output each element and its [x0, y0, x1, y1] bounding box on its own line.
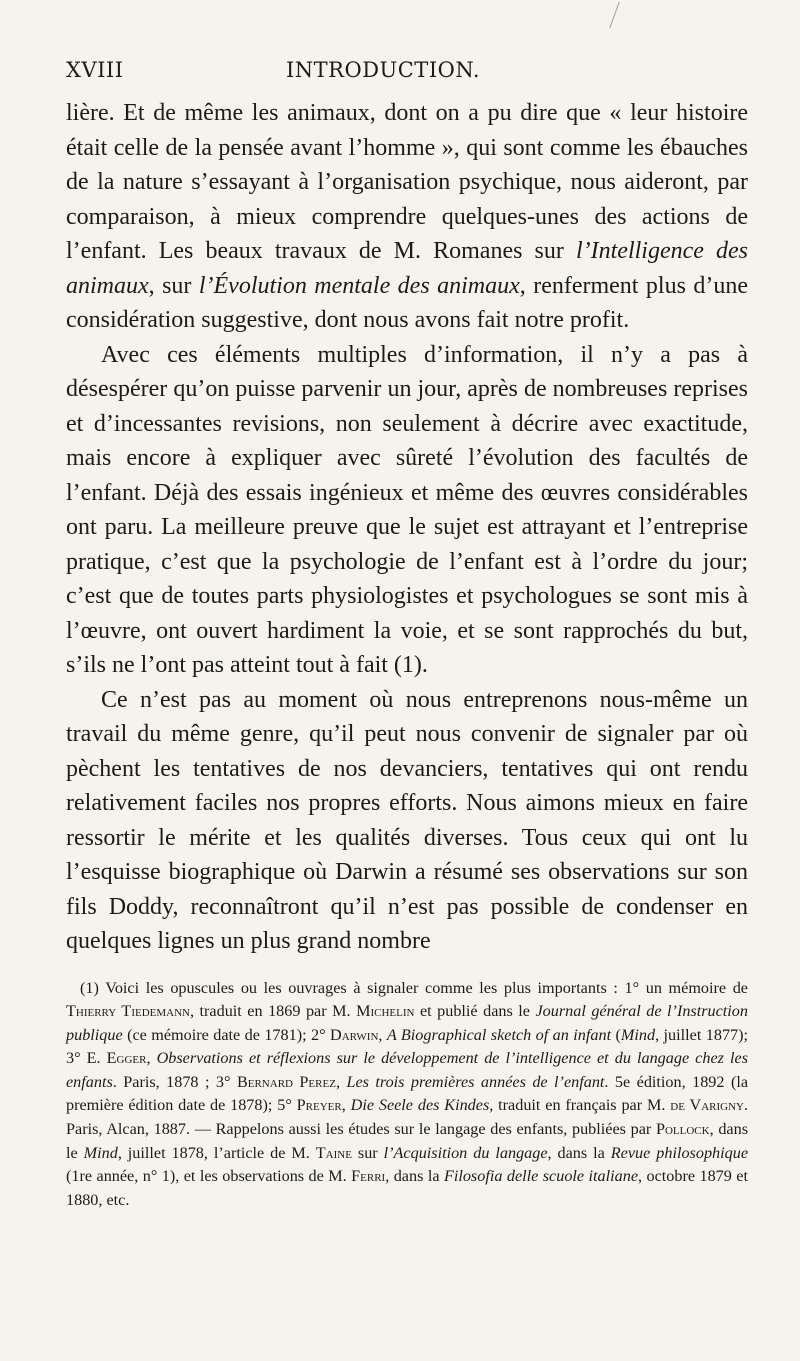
title-journal-general: Journal général de l’Instruction publique [66, 1002, 748, 1044]
text-segment: lière. Et de même les animaux, dont on a pu dire que « leur histoire était celle de la pensée avant l’homme », qui sont comme les ébauches de la nature s’essayant à l’organisation psychique, nous aideront, par comparaison, à mieux comprendre quelques-unes des actions de l’enfant. Les beaux travaux de M. Romanes sur [66, 100, 748, 264]
footnote-text: et publié dans le [414, 1002, 536, 1021]
title-seele-des-kindes: Die Seele des Kindes [350, 1096, 490, 1115]
author-tiedemann: Thierry Tiedemann [66, 1002, 190, 1021]
running-head [66, 0, 748, 96]
title-mind: Mind [620, 1025, 656, 1044]
footnote-text: , juillet 1878, l’article de M. [117, 1143, 316, 1162]
footnote-text: . Paris, Alcan, 1887. — Rappelons aussi les études sur le langage des enfants, publiées par [66, 1096, 749, 1139]
title-mind-2: Mind [83, 1143, 118, 1162]
text-segment: Ce n’est pas au moment où nous entreprenons nous-même un travail du même genre, qu’il peut nous convenir de signaler par où pèchent les tentatives de nos devanciers, tentatives qui ont rendu relativement faciles nos propres efforts. Nous aimons mieux en faire ressortir le mérite et les qualités diverses. Tous ceux qui ont lu l’esquisse biographique où Darwin a résumé ses observations sur son fils Doddy, reconnaîtront qu’il n’est pas possible de condenser en quelques lignes un plus grand nombre [66, 686, 748, 954]
paragraph-3 [66, 683, 748, 959]
footnote-text: , dans la [385, 1167, 444, 1186]
author-varigny: de Varigny [670, 1096, 744, 1115]
footnote-text: . Paris, 1878 ; 3° [112, 1072, 237, 1091]
footnote-text: , [146, 1049, 157, 1068]
footnote-1 [66, 977, 748, 1213]
footnote-text: , dans le [66, 1120, 748, 1162]
title-revue-philosophique: Revue philosophique [610, 1143, 749, 1162]
body-text [66, 96, 748, 959]
footnote-text: , octobre 1879 et 1880, etc. [66, 1167, 748, 1209]
title-observations-reflexions: Observations et réflexions sur le développement de l’intelligence et du langage chez les enfants [66, 1049, 748, 1091]
author-darwin: Darwin [330, 1025, 379, 1044]
page-number: XVIII [66, 58, 124, 82]
title-biographical-sketch: A Biographical sketch of an infant [386, 1025, 612, 1044]
author-perez: Bernard Perez [236, 1072, 336, 1091]
author-michelin: Michelin [356, 1002, 415, 1021]
footnote-text: ( [611, 1025, 621, 1044]
book-title-evolution-mentale: l’Évolution mentale des animaux [198, 272, 520, 299]
title-trois-premieres-annees: Les trois premières années de l’enfant [346, 1072, 605, 1091]
footnote-text: sur [351, 1143, 384, 1162]
footnote-text: , [335, 1072, 347, 1091]
footnote-text: , traduit en français par M. [489, 1096, 671, 1115]
footnotes [66, 977, 748, 1213]
author-ferri: Ferri [351, 1167, 386, 1186]
footnote-text: (ce mémoire date de 1781); 2° [122, 1025, 331, 1044]
text-segment: Avec ces éléments multiples d’information, il n’y a pas à désespérer qu’on puisse parvenir un jour, après de nombreuses reprises et d’incessantes revisions, non seulement à décrire avec exactitude, mais encore à expliquer avec sûreté l’évolution des facultés de l’enfant. Déjà des essais ingénieux et même des œuvres considérables ont paru. La meilleure preuve que le sujet est attrayant et l’entreprise pratique, c’est que la psychologie de l’enfant est à l’ordre du jour; c’est que de toutes parts physiologistes et psychologues se sont mis à l’œuvre, ont ouvert hardiment la voie, et se sont rapprochés du but, s’ils ne l’ont pas atteint tout à fait (1). [66, 341, 748, 678]
book-title-intelligence-des-animaux: l’Intelligence des animaux [66, 238, 748, 299]
footnote-text: . 5e édition, 1892 (la première édition date de 1878); 5° [66, 1072, 749, 1115]
footnote-text: (1) Voici les opuscules ou les ouvrages à signaler comme les plus importants : 1° un mémoire de [80, 978, 748, 997]
footnote-text: , juillet 1877); 3° E. [66, 1025, 749, 1068]
footnote-text: , dans la [547, 1143, 611, 1162]
author-egger: Egger [106, 1049, 147, 1068]
author-preyer: Preyer [296, 1096, 342, 1115]
footnote-text: , traduit en 1869 par M. [189, 1002, 357, 1021]
title-acquisition-du-langage: l’Acquisition du langage [383, 1143, 548, 1162]
author-pollock: Pollock [655, 1120, 710, 1139]
paragraph-1 [66, 96, 748, 338]
footnote-text: , [341, 1096, 351, 1115]
text-segment: , renferment plus d’une considération suggestive, dont nous avons fait notre profit. [66, 272, 748, 333]
paragraph-2 [66, 338, 748, 683]
title-filosofia-delle-scuole: Filosofia delle scuole italiane [443, 1167, 639, 1186]
text-segment: , sur [148, 272, 199, 299]
running-head-title: INTRODUCTION. [286, 58, 481, 82]
footnote-text: (1re année, n° 1), et les observations de M. [66, 1167, 352, 1186]
author-taine: Taine [315, 1143, 352, 1162]
footnote-text: , [378, 1025, 387, 1044]
